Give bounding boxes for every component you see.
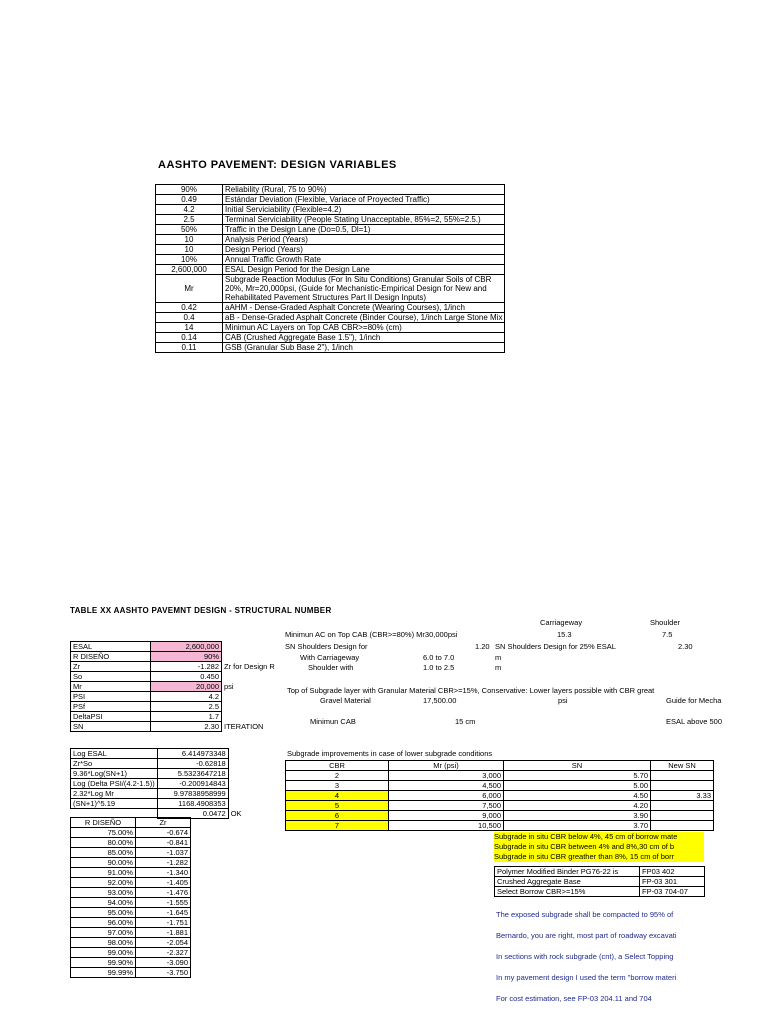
top-subgrade-note: Top of Subgrade layer with Granular Material CBR>=15%, Conservative: Lower layers possible with CBR great bbox=[287, 686, 655, 695]
subgrade-header-cell: Mr (psi) bbox=[389, 761, 504, 771]
new-sn-value bbox=[651, 801, 714, 811]
sn-input-row bbox=[71, 642, 278, 652]
material-name: Crushed Aggregate Base bbox=[495, 877, 640, 887]
sn-input-row bbox=[71, 682, 278, 692]
sn-input-row bbox=[71, 702, 278, 712]
zr-value: -1.282 bbox=[136, 858, 191, 868]
cbr-value: 2 bbox=[286, 771, 389, 781]
sn-value: 3.90 bbox=[504, 811, 651, 821]
min-cab-label: Minimun CAB bbox=[310, 717, 356, 726]
materials-table bbox=[494, 866, 705, 897]
reliability-row bbox=[71, 858, 191, 868]
reliability-row bbox=[71, 938, 191, 948]
variable-value: 10 bbox=[156, 235, 223, 245]
iteration-label: 9.36*Log(SN+1) bbox=[71, 769, 158, 779]
subgrade-row bbox=[286, 811, 714, 821]
variable-value: 2,600,000 bbox=[156, 265, 223, 275]
shoulder-header: Shoulder bbox=[650, 618, 681, 627]
input-value: 2,600,000 bbox=[151, 642, 222, 652]
input-value: 90% bbox=[151, 652, 222, 662]
input-value: 4.2 bbox=[151, 692, 222, 702]
reliability-value: 99.00% bbox=[71, 948, 136, 958]
gravel-unit: psi bbox=[558, 696, 568, 705]
reliability-value: 99.99% bbox=[71, 968, 136, 978]
reliability-header-r: R DISEÑO bbox=[71, 818, 136, 828]
input-note: Zr for Design R bbox=[224, 662, 275, 671]
zr-value: -3.750 bbox=[136, 968, 191, 978]
carriageway-width-value: 6.0 to 7.0 bbox=[423, 653, 455, 662]
subgrade-row bbox=[286, 771, 714, 781]
reliability-header-row bbox=[71, 818, 191, 828]
variable-value: 0.42 bbox=[156, 303, 223, 313]
guide-note: Guide for Mecha bbox=[666, 696, 722, 705]
variable-description: aB - Dense-Graded Asphalt Concrete (Binder Course), 1/inch Large Stone Mix bbox=[223, 313, 505, 323]
comment-line: The exposed subgrade shall be compacted to 95% of bbox=[496, 910, 674, 919]
design-variable-row bbox=[156, 333, 505, 343]
design-variable-row bbox=[156, 245, 505, 255]
sn-shoulder-value: 1.20 bbox=[475, 642, 490, 651]
design-variable-row bbox=[156, 275, 505, 303]
reliability-row bbox=[71, 828, 191, 838]
variable-description: aAHM - Dense-Graded Asphalt Concrete (Wearing Courses), 1/inch bbox=[223, 303, 505, 313]
subgrade-header-row bbox=[286, 761, 714, 771]
sn-value: 3.70 bbox=[504, 821, 651, 831]
comment-line: In sections with rock subgrade (cnt), a Select Topping bbox=[496, 952, 674, 961]
carriageway-width-label: With Carriageway bbox=[300, 653, 360, 662]
design-variable-row bbox=[156, 313, 505, 323]
variable-description: Initial Serviciability (Flexible=4.2) bbox=[223, 205, 505, 215]
subgrade-header-cell: CBR bbox=[286, 761, 389, 771]
zr-value: -1.881 bbox=[136, 928, 191, 938]
subgrade-note: Subgrade in situ CBR between 4% and 8%,30 cm of b bbox=[494, 842, 704, 852]
design-variable-row bbox=[156, 225, 505, 235]
sn-input-row bbox=[71, 662, 278, 672]
zr-value: -2.054 bbox=[136, 938, 191, 948]
variable-description: Traffic in the Design Lane (Do=0.5, Dl=1) bbox=[223, 225, 505, 235]
variable-description: CAB (Crushed Aggregate Base 1.5"), 1/inch bbox=[223, 333, 505, 343]
input-note bbox=[222, 642, 278, 652]
zr-value: -1.476 bbox=[136, 888, 191, 898]
min-ac-label: Minimun AC on Top CAB (CBR>=80%) Mr30,000psi bbox=[285, 630, 458, 639]
reliability-value: 95.00% bbox=[71, 908, 136, 918]
min-ac-shoulder: 7.5 bbox=[662, 630, 673, 639]
sn-input-row bbox=[71, 712, 278, 722]
input-value: 1.7 bbox=[151, 712, 222, 722]
design-variable-row bbox=[156, 343, 505, 353]
reliability-row bbox=[71, 908, 191, 918]
iteration-label: Zr*So bbox=[71, 759, 158, 769]
material-row bbox=[495, 887, 705, 897]
comments-list bbox=[496, 910, 766, 1015]
sn-value: 5.00 bbox=[504, 781, 651, 791]
variable-value: 90% bbox=[156, 185, 223, 195]
zr-value: -2.327 bbox=[136, 948, 191, 958]
mr-value: 4,500 bbox=[389, 781, 504, 791]
material-name: Polymer Modified Binder PG76-22 is bbox=[495, 867, 640, 877]
reliability-value: 97.00% bbox=[71, 928, 136, 938]
iteration-value: 6.414973348 bbox=[157, 749, 228, 759]
input-label: ESAL bbox=[71, 642, 151, 652]
reliability-row bbox=[71, 848, 191, 858]
subgrade-table bbox=[285, 760, 714, 831]
variable-description: Subgrade Reaction Modulus (For In Situ Conditions) Granular Soils of CBR 20%, Mr=20,000psi, (Guide for Mechanistic-Empirical Design for New and Rehabilitated Pavement Structures Part II Design Inputs) bbox=[223, 275, 505, 303]
shoulder-width-unit: m bbox=[495, 663, 502, 672]
reliability-row bbox=[71, 888, 191, 898]
variable-value: 0.11 bbox=[156, 343, 223, 353]
iteration-row bbox=[71, 799, 244, 809]
shoulder-width-label: Shoulder with bbox=[308, 663, 354, 672]
subgrade-note: Subgrade in situ CBR below 4%, 45 cm of borrow mate bbox=[494, 832, 704, 842]
input-note: ITERATION bbox=[224, 722, 264, 731]
variable-description: Minimun AC Layers on Top CAB CBR>=80% (cm) bbox=[223, 323, 505, 333]
comment-line: In my pavement design I used the term "borrow materi bbox=[496, 973, 677, 982]
iteration-status: OK bbox=[230, 809, 242, 818]
subgrade-row bbox=[286, 821, 714, 831]
variable-value: 14 bbox=[156, 323, 223, 333]
iteration-row bbox=[71, 769, 244, 779]
reliability-value: 94.00% bbox=[71, 898, 136, 908]
shoulder-width-value: 1.0 to 2.5 bbox=[423, 663, 455, 672]
variable-description: Analysis Period (Years) bbox=[223, 235, 505, 245]
carriageway-header: Carriageway bbox=[540, 618, 583, 627]
iteration-table bbox=[70, 748, 244, 819]
variable-description: Annual Traffic Growth Rate bbox=[223, 255, 505, 265]
material-spec: FP-03 301 bbox=[640, 877, 705, 887]
sn-shoulder-25-value: 2.30 bbox=[678, 642, 693, 651]
design-variable-row bbox=[156, 235, 505, 245]
iteration-label: (SN+1)^5.19 bbox=[71, 799, 158, 809]
iteration-value: 5.5323647218 bbox=[157, 769, 228, 779]
zr-value: -3.090 bbox=[136, 958, 191, 968]
design-variables-table bbox=[155, 184, 505, 353]
reliability-row bbox=[71, 878, 191, 888]
sn-input-row bbox=[71, 652, 278, 662]
gravel-value: 17,500.00 bbox=[423, 696, 457, 705]
new-sn-value bbox=[651, 781, 714, 791]
sn-value: 5.70 bbox=[504, 771, 651, 781]
subgrade-row bbox=[286, 781, 714, 791]
structural-number-title: TABLE XX AASHTO PAVEMNT DESIGN - STRUCTURAL NUMBER bbox=[70, 606, 332, 615]
subgrade-row bbox=[286, 791, 714, 801]
reliability-row bbox=[71, 958, 191, 968]
comment-line: For cost estimation, see FP-03 204.11 and 704 bbox=[496, 994, 652, 1003]
iteration-label: Log ESAL bbox=[71, 749, 158, 759]
new-sn-value bbox=[651, 821, 714, 831]
reliability-row bbox=[71, 968, 191, 978]
gravel-label: Gravel Material bbox=[320, 696, 371, 705]
reliability-header-zr: Zr bbox=[136, 818, 191, 828]
input-value: 2.5 bbox=[151, 702, 222, 712]
material-row bbox=[495, 877, 705, 887]
iteration-value: 0.0472 bbox=[157, 809, 228, 819]
input-label: PSf bbox=[71, 702, 151, 712]
iteration-value: 1168.4908353 bbox=[157, 799, 228, 809]
design-variable-row bbox=[156, 323, 505, 333]
iteration-row bbox=[71, 749, 244, 759]
iteration-label: 2.32*Log Mr bbox=[71, 789, 158, 799]
zr-value: -1.555 bbox=[136, 898, 191, 908]
cbr-value: 3 bbox=[286, 781, 389, 791]
reliability-value: 80.00% bbox=[71, 838, 136, 848]
mr-value: 3,000 bbox=[389, 771, 504, 781]
reliability-row bbox=[71, 928, 191, 938]
zr-value: -1.645 bbox=[136, 908, 191, 918]
subgrade-header-cell: SN bbox=[504, 761, 651, 771]
reliability-value: 99.90% bbox=[71, 958, 136, 968]
min-cab-value: 15 cm bbox=[455, 717, 476, 726]
input-value: 20,000 bbox=[151, 682, 222, 692]
reliability-value: 98.00% bbox=[71, 938, 136, 948]
reliability-value: 92.00% bbox=[71, 878, 136, 888]
reliability-value: 90.00% bbox=[71, 858, 136, 868]
input-value: -1.282 bbox=[151, 662, 222, 672]
variable-description: Design Period (Years) bbox=[223, 245, 505, 255]
input-note bbox=[222, 692, 278, 702]
input-label: PSI bbox=[71, 692, 151, 702]
input-note bbox=[222, 712, 278, 722]
iteration-label: Log (Delta PSI/(4.2-1.5)) bbox=[71, 779, 158, 789]
design-variable-row bbox=[156, 205, 505, 215]
subgrade-notes bbox=[494, 832, 704, 862]
carriageway-width-unit: m bbox=[495, 653, 502, 662]
variable-description: ESAL Design Period for the Design Lane bbox=[223, 265, 505, 275]
subgrade-note: Subgrade in situ CBR greather than 8%, 15 cm of borr bbox=[494, 852, 704, 862]
variable-value: 0.49 bbox=[156, 195, 223, 205]
mr-value: 9,000 bbox=[389, 811, 504, 821]
new-sn-value bbox=[651, 811, 714, 821]
subgrade-title: Subgrade improvements in case of lower subgrade conditions bbox=[287, 749, 493, 758]
reliability-value: 85.00% bbox=[71, 848, 136, 858]
input-value: 0.450 bbox=[151, 672, 222, 682]
design-variable-row bbox=[156, 303, 505, 313]
variable-description: Estándar Deviation (Flexible, Variace of Proyected Traffic) bbox=[223, 195, 505, 205]
design-variable-row bbox=[156, 255, 505, 265]
sn-shoulder-25-label: SN Shoulders Design for 25% ESAL bbox=[495, 642, 616, 651]
mr-value: 10,500 bbox=[389, 821, 504, 831]
iteration-value: -0.62818 bbox=[157, 759, 228, 769]
material-row bbox=[495, 867, 705, 877]
material-name: Select Borrow CBR>=15% bbox=[495, 887, 640, 897]
material-spec: FP03 402 bbox=[640, 867, 705, 877]
iteration-value: -0.200914843 bbox=[157, 779, 228, 789]
subgrade-row bbox=[286, 801, 714, 811]
sn-value: 4.50 bbox=[504, 791, 651, 801]
cbr-value: 6 bbox=[286, 811, 389, 821]
iteration-row bbox=[71, 759, 244, 769]
new-sn-value: 3.33 bbox=[651, 791, 714, 801]
material-spec: FP-03 704-07 bbox=[640, 887, 705, 897]
input-note bbox=[222, 652, 278, 662]
sn-input-row bbox=[71, 692, 278, 702]
reliability-row bbox=[71, 918, 191, 928]
reliability-row bbox=[71, 948, 191, 958]
page-title: AASHTO PAVEMENT: DESIGN VARIABLES bbox=[158, 159, 397, 171]
reliability-row bbox=[71, 868, 191, 878]
iteration-row bbox=[71, 789, 244, 799]
input-note bbox=[222, 702, 278, 712]
zr-value: -1.340 bbox=[136, 868, 191, 878]
input-label: DeltaPSI bbox=[71, 712, 151, 722]
zr-value: -1.751 bbox=[136, 918, 191, 928]
sn-input-row bbox=[71, 722, 278, 732]
variable-value: 0.14 bbox=[156, 333, 223, 343]
cbr-value: 4 bbox=[286, 791, 389, 801]
variable-description: GSB (Granular Sub Base 2"), 1/inch bbox=[223, 343, 505, 353]
mr-value: 6,000 bbox=[389, 791, 504, 801]
input-label: R DISEÑO bbox=[71, 652, 151, 662]
zr-value: -0.674 bbox=[136, 828, 191, 838]
new-sn-value bbox=[651, 771, 714, 781]
input-value: 2.30 bbox=[151, 722, 222, 732]
mr-value: 7,500 bbox=[389, 801, 504, 811]
input-label: SN bbox=[71, 722, 151, 732]
design-variable-row bbox=[156, 215, 505, 225]
input-note bbox=[222, 672, 278, 682]
zr-value: -1.405 bbox=[136, 878, 191, 888]
reliability-value: 93.00% bbox=[71, 888, 136, 898]
iteration-value: 9.97838958999 bbox=[157, 789, 228, 799]
design-variable-row bbox=[156, 185, 505, 195]
variable-description: Terminal Serviciability (People Stating Unacceptable, 85%=2, 55%=2.5.) bbox=[223, 215, 505, 225]
variable-value: 0.4 bbox=[156, 313, 223, 323]
sn-shoulder-label: SN Shoulders Design for bbox=[285, 642, 368, 651]
subgrade-header-cell: New SN bbox=[651, 761, 714, 771]
cbr-value: 5 bbox=[286, 801, 389, 811]
cbr-value: 7 bbox=[286, 821, 389, 831]
iteration-row bbox=[71, 779, 244, 789]
reliability-value: 96.00% bbox=[71, 918, 136, 928]
design-variable-row bbox=[156, 265, 505, 275]
reliability-value: 75.00% bbox=[71, 828, 136, 838]
min-ac-carriageway: 15.3 bbox=[557, 630, 572, 639]
variable-value: 10 bbox=[156, 245, 223, 255]
variable-value: 10% bbox=[156, 255, 223, 265]
reliability-row bbox=[71, 898, 191, 908]
sn-input-table bbox=[70, 641, 278, 732]
variable-value: 4.2 bbox=[156, 205, 223, 215]
sn-value: 4.20 bbox=[504, 801, 651, 811]
comment-line: Bernardo, you are right, most part of roadway excavati bbox=[496, 931, 677, 940]
variable-value: 50% bbox=[156, 225, 223, 235]
sn-input-row bbox=[71, 672, 278, 682]
reliability-value: 91.00% bbox=[71, 868, 136, 878]
zr-value: -1.037 bbox=[136, 848, 191, 858]
reliability-row bbox=[71, 838, 191, 848]
input-label: Zr bbox=[71, 662, 151, 672]
variable-description: Reliability (Rural, 75 to 90%) bbox=[223, 185, 505, 195]
esal-above-note: ESAL above 500 bbox=[666, 717, 723, 726]
input-label: Mr bbox=[71, 682, 151, 692]
variable-value: Mr bbox=[156, 275, 223, 303]
reliability-zr-table bbox=[70, 817, 191, 978]
design-variable-row bbox=[156, 195, 505, 205]
zr-value: -0.841 bbox=[136, 838, 191, 848]
input-label: So bbox=[71, 672, 151, 682]
variable-value: 2.5 bbox=[156, 215, 223, 225]
input-note: psi bbox=[224, 682, 234, 691]
